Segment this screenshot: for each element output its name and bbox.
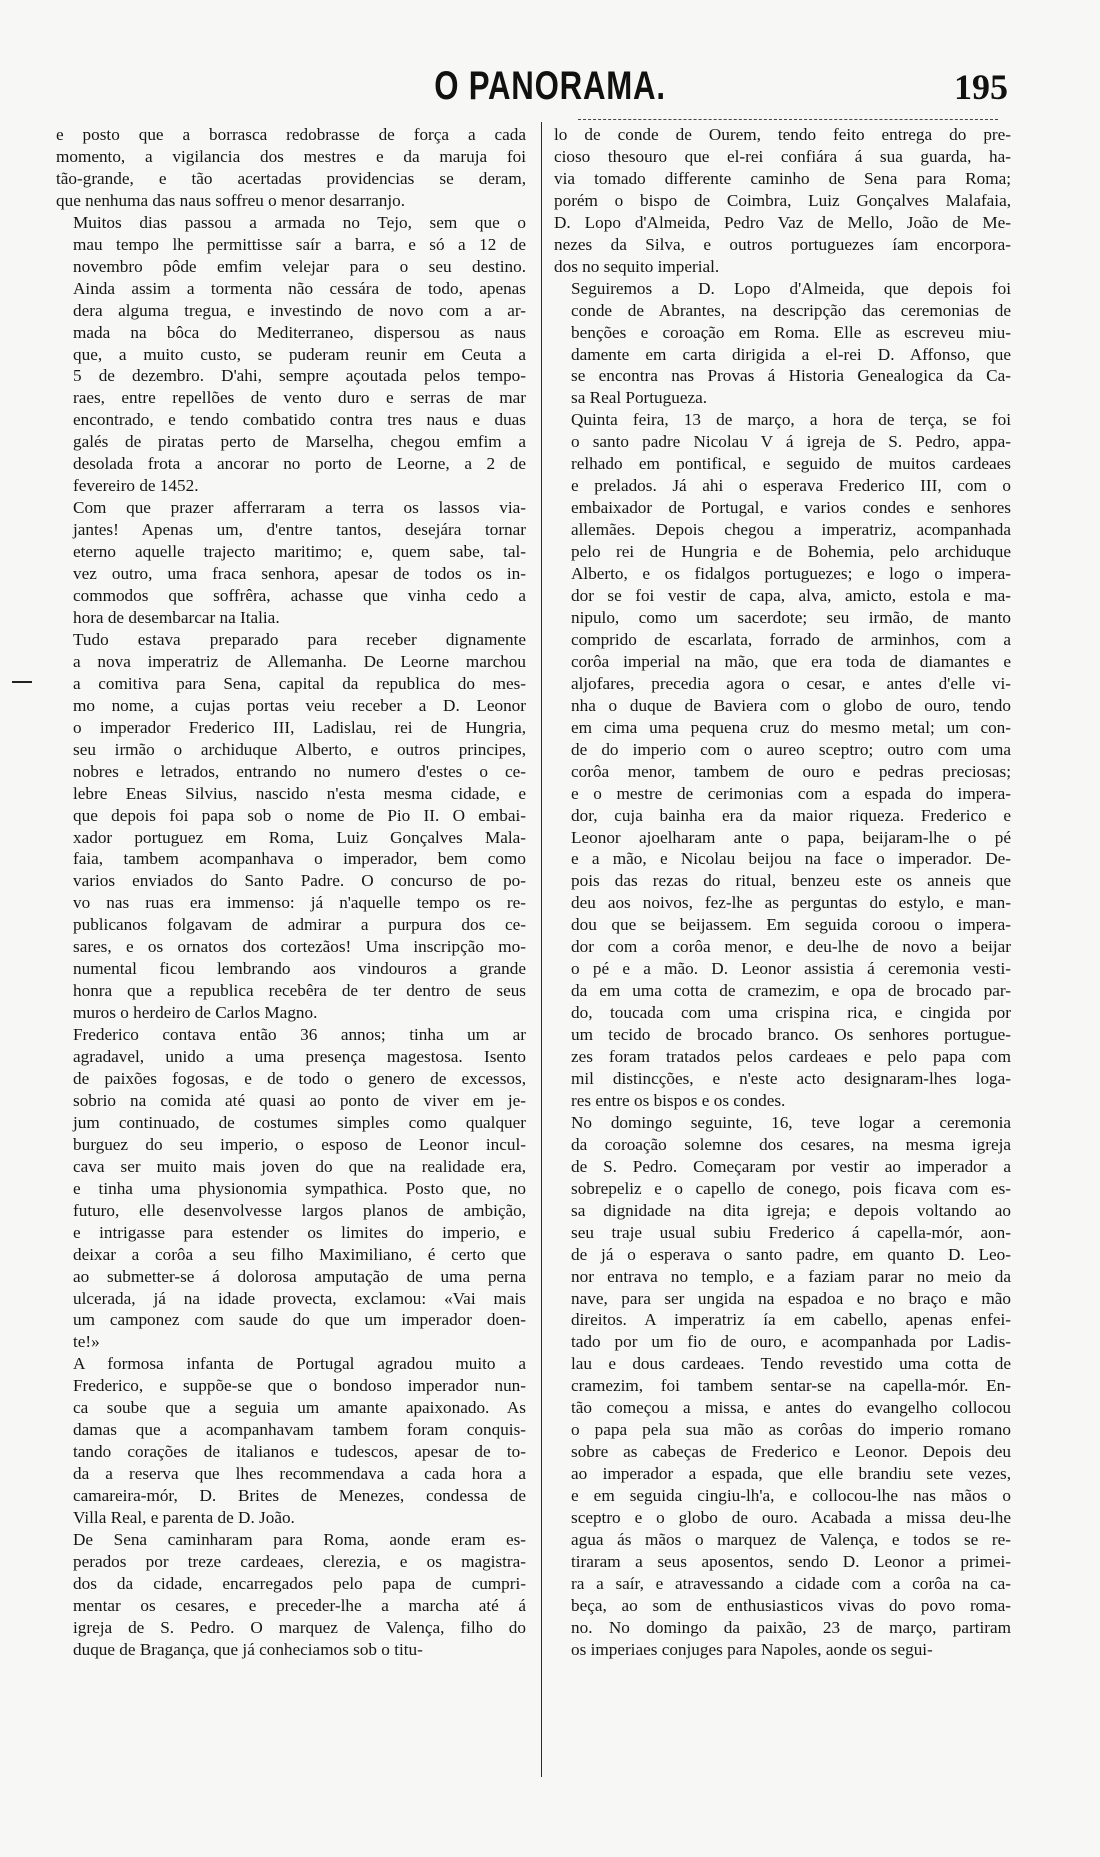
text-line: nave, para ser ungida na espadoa e no braço e mão	[571, 1288, 1011, 1308]
text-line: jum continuado, de costumes simples como qualquer	[73, 1112, 526, 1132]
text-line: commodos que soffrêra, achasse que vinha cedo a	[73, 586, 526, 606]
text-line: da a reserva que lhes recommendava a cada hora a	[73, 1464, 526, 1484]
text-line: de paixões fogosas, e de todo o genero de excessos,	[73, 1068, 526, 1088]
text-line: comprido de escarlata, forrado de arminhos, com a	[571, 629, 1011, 649]
text-line: No domingo seguinte, 16, teve logar a ceremonia	[571, 1112, 1011, 1132]
text-line: e posto que a borrasca redobrasse de força a cada	[56, 125, 526, 144]
column-divider	[541, 122, 542, 1777]
text-line: e tinha uma physionomia sympathica. Posto que, no	[73, 1178, 526, 1198]
text-line: ulcerada, já na idade provecta, exclamou: «Vai mais	[73, 1288, 526, 1308]
text-line: seu irmão o archiduque Alberto, e outros principes,	[73, 739, 526, 759]
text-line: D. Lopo d'Almeida, Pedro Vaz de Mello, João de Me-	[554, 212, 1011, 232]
paragraph	[56, 1024, 526, 1353]
text-line: ca soube que a seguia um amante apaixonado. As	[73, 1398, 526, 1418]
margin-mark	[12, 681, 32, 683]
text-line: numental ficou lembrando aos vindouros a grande	[73, 959, 526, 979]
text-line: ra a saír, e atravessando a cidade com a corôa na ca-	[571, 1573, 1011, 1593]
text-line: vo nas ruas era immenso: já n'aquelle tempo os re-	[73, 893, 526, 913]
text-line: mo nome, a cujas portas veiu receber a D. Leonor	[73, 695, 526, 715]
text-line: nha o duque de Baviera com o globo de ouro, tendo	[571, 695, 1011, 715]
text-line: relhado em pontifical, e seguido de muitos cardeaes	[571, 454, 1011, 474]
text-line: allemães. Depois chegou a imperatriz, acompanhada	[571, 520, 1011, 540]
text-line: que, a muito custo, se puderam reunir em Ceuta a	[73, 344, 526, 364]
text-line: A formosa infanta de Portugal agradou muito a	[73, 1354, 526, 1374]
text-line: zes foram tratados pelos cardeaes e pelo papa com	[571, 1047, 1011, 1067]
text-line: 5 de dezembro. D'ahi, sempre açoutada pelos tempo-	[73, 366, 526, 386]
text-line: varios enviados do Santo Padre. O concurso de po-	[73, 871, 526, 891]
text-line: de já o esperava o santo padre, em quanto D. Leo-	[571, 1244, 1011, 1264]
text-line: camareira-mór, D. Brites de Menezes, condessa de	[73, 1486, 526, 1506]
text-line: Quinta feira, 13 de março, a hora de terça, se foi	[571, 410, 1011, 430]
text-line: da coroação solemne dos cesares, na mesma igreja	[571, 1134, 1011, 1154]
paragraph	[56, 1353, 526, 1529]
text-line: tiraram a seus aposentos, sendo D. Leonor a primei-	[571, 1551, 1011, 1571]
text-line: sares, e os ornatos dos cortezãos! Uma inscripção mo-	[73, 937, 526, 957]
text-line: o santo padre Nicolau V á igreja de S. Pedro, appa-	[571, 432, 1011, 452]
text-line: lau e dous cardeaes. Tendo revestido uma cotta de	[571, 1354, 1011, 1374]
text-line: Leonor ajoelharam ante o papa, beijaram-lhe o pé	[571, 827, 1011, 847]
text-line: no. No domingo da paixão, 23 de março, partiram	[571, 1617, 1011, 1637]
text-line: os imperiaes conjuges para Napoles, aonde os segui-	[571, 1639, 933, 1659]
text-line: agua ás mãos o marquez de Valença, e todos se re-	[571, 1530, 1011, 1549]
text-line: xador portuguez em Roma, Luiz Gonçalves Mala-	[73, 827, 526, 847]
text-line: dos no sequito imperial.	[554, 256, 720, 276]
paragraph	[554, 409, 1011, 1112]
paragraph	[56, 497, 526, 629]
text-line: Com que prazer afferraram a terra os lassos via-	[73, 498, 526, 518]
text-line: Tudo estava preparado para receber dignamente	[73, 629, 526, 649]
text-line: nipulo, como um sacerdote; seu irmão, de manto	[571, 607, 1011, 627]
text-line: Alberto, e os fidalgos portuguezes; e logo o impera-	[571, 564, 1011, 584]
text-line: e a mão, e Nicolau beijou na face o imperador. De-	[571, 849, 1011, 869]
text-line: ao imperador a espada, que elle brandiu sete vezes,	[571, 1464, 1011, 1484]
text-line: burguez do seu imperio, o esposo de Leonor incul-	[73, 1134, 526, 1154]
text-line: igreja de S. Pedro. O marquez de Valença, filho do	[73, 1617, 526, 1637]
text-line: faia, tambem acompanhava o imperador, bem como	[73, 849, 526, 869]
text-line: tado por um fio de ouro, e acompanhada por Ladis-	[571, 1332, 1011, 1352]
text-line: Seguiremos a D. Lopo d'Almeida, que depois foi	[571, 278, 1011, 298]
text-line: que depois foi papa sob o nome de Pio II. O embai-	[73, 805, 526, 825]
text-line: duque de Bragança, que já conheciamos sob o titu-	[73, 1639, 423, 1659]
text-line: aljofares, precedia agora o cesar, e antes d'elle vi-	[571, 673, 1011, 693]
text-line: dor, cuja bainha era da maior riqueza. Frederico e	[571, 805, 1011, 825]
text-line: cramezim, foi tambem sentar-se na capella-mór. En-	[571, 1376, 1011, 1396]
text-line: dera alguma tregua, e investindo de novo com a ar-	[73, 300, 526, 320]
text-line: ao submetter-se á dolorosa amputação de uma perna	[73, 1266, 526, 1286]
paragraph	[554, 124, 1011, 278]
text-line: momento, a vigilancia dos mestres e da maruja foi	[56, 146, 526, 166]
text-line: um tecido de brocado branco. Os senhores portugue-	[571, 1025, 1011, 1045]
text-line: sa dignidade na dita igreja; e depois voltando ao	[571, 1200, 1011, 1220]
text-line: cioso thesouro que el-rei confiára á sua guarda, ha-	[554, 146, 1011, 166]
text-line: futuro, elle desenvolvesse largos planos de ambição,	[73, 1200, 526, 1220]
text-line: encontrado, e tendo combatido contra tres naus e duas	[73, 410, 526, 430]
text-line: mada na bôca do Mediterraneo, dispersou as naus	[73, 322, 526, 342]
text-line: deu aos noivos, fez-lhe as perguntas do estylo, e man-	[571, 893, 1011, 913]
page-number: 195	[954, 67, 1008, 107]
text-line: tão-grande, e tão acertadas providencias se deram,	[56, 168, 526, 188]
text-line: pois das rezas do ritual, benzeu este os anneis que	[571, 871, 1011, 891]
text-line: mau tempo lhe permittisse saír a barra, e só a 12 de	[73, 234, 526, 254]
paragraph	[56, 212, 526, 497]
text-line: de S. Pedro. Começaram por vestir ao imperador a	[571, 1156, 1011, 1176]
text-line: hora de desembarcar na Italia.	[73, 607, 280, 627]
journal-title: O PANORAMA.	[434, 64, 666, 108]
text-line: novembro pôde emfim velejar para o seu destino.	[73, 256, 526, 276]
text-line: damas que a acompanhavam tambem foram conquis-	[73, 1420, 526, 1440]
text-line: benções e coroação em Roma. Elle as escreveu miu-	[571, 322, 1011, 342]
text-line: vez outro, uma fraca senhora, apesar de todos os in-	[73, 564, 526, 584]
text-line: jantes! Apenas um, d'entre tantos, desejára tornar	[73, 520, 526, 540]
text-line: tão começou a missa, e antes do evangelho collocou	[571, 1398, 1011, 1418]
text-line: sobrepeliz e o capello de conego, pois ficava com es-	[571, 1178, 1011, 1198]
text-line: seu traje usual subiu Frederico á capella-mór, aon-	[571, 1222, 1011, 1242]
text-line: do, toucada com uma crispina rica, e cingida por	[571, 1003, 1011, 1023]
text-line: res entre os bispos e os condes.	[571, 1090, 786, 1110]
left-column	[56, 124, 526, 1661]
text-line: tando corações de italianos e tudescos, apesar de to-	[73, 1442, 526, 1462]
text-line: Villa Real, e parenta de D. João.	[73, 1508, 295, 1528]
text-line: agradavel, unido a uma presença magestosa. Isento	[73, 1047, 526, 1067]
text-line: cava ser muito mais joven do que na realidade era,	[73, 1156, 526, 1176]
text-line: conde de Abrantes, na descripção das ceremonias de	[571, 300, 1011, 320]
text-line: que nenhuma das naus soffreu o menor desarranjo.	[56, 190, 406, 210]
text-line: o imperador Frederico III, Ladislau, rei de Hungria,	[73, 717, 526, 737]
paragraph	[56, 124, 526, 212]
text-line: Frederico, e suppõe-se que o bondoso imperador nun-	[73, 1376, 526, 1396]
text-line: e em seguida cingiu-lh'a, e collocou-lhe nas mãos o	[571, 1486, 1011, 1506]
text-line: lebre Eneas Silvius, nascido n'esta mesma cidade, e	[73, 783, 526, 803]
text-line: dor com a corôa menor, e deu-lhe de novo a beijar	[571, 937, 1011, 957]
text-line: via tomado differente caminho de Sena para Roma;	[554, 168, 1011, 188]
text-line: se encontra nas Provas á Historia Genealogica da Ca-	[571, 366, 1011, 386]
text-line: Frederico contava então 36 annos; tinha um ar	[73, 1025, 526, 1045]
text-line: pelo rei de Hungria e de Bohemia, pelo archiduque	[571, 542, 1011, 562]
text-line: lo de conde de Ourem, tendo feito entrega do pre-	[554, 125, 1011, 144]
text-line: honra que a republica recebêra de ter dentro de seus	[73, 981, 526, 1001]
text-line: publicanos folgavam de admirar a purpura dos ce-	[73, 915, 526, 935]
text-line: mil distincções, e n'este acto designaram-lhes loga-	[571, 1068, 1011, 1088]
text-line: sa Real Portugueza.	[571, 388, 708, 408]
text-line: perados por treze cardeaes, clerezia, e os magistra-	[73, 1551, 526, 1571]
text-line: direitos. A imperatriz ía em cabello, apenas enfei-	[571, 1310, 1011, 1330]
text-line: Ainda assim a tormenta não cessára de todo, apenas	[73, 278, 526, 298]
text-line: te!»	[73, 1332, 100, 1352]
text-line: a comitiva para Sena, capital da republica do mes-	[73, 673, 526, 693]
text-line: eterno aquelle trajecto maritimo; e, quem sabe, tal-	[73, 542, 526, 562]
text-line: e intrigasse para estender os limites do imperio, e	[73, 1222, 526, 1242]
text-line: nezes da Silva, e outros portuguezes íam encorpora-	[554, 234, 1011, 254]
text-line: galés de piratas perto de Marselha, chegou emfim a	[73, 432, 526, 452]
text-line: o pé e a mão. D. Leonor assistia á ceremonia vesti-	[571, 959, 1011, 979]
text-line: o papa pela sua mão as corôas do imperio romano	[571, 1420, 1011, 1440]
page-header	[0, 60, 1100, 116]
text-line: dos da cidade, encarregados pelo papa de cumpri-	[73, 1573, 526, 1593]
text-line: nobres e letrados, entrando no numero d'estes o ce-	[73, 761, 526, 781]
text-line: corôa imperial na mão, que era toda de diamantes e	[571, 651, 1011, 671]
text-line: desolada frota a ancorar no porto de Leorne, a 2 de	[73, 454, 526, 474]
text-line: embaixador de Portugal, e varios condes e senhores	[571, 498, 1011, 518]
text-line: deixar a corôa a seu filho Maximiliano, é certo que	[73, 1244, 526, 1264]
text-line: e o mestre de cerimonias com a espada do impera-	[571, 783, 1011, 803]
text-line: muros o herdeiro de Carlos Magno.	[73, 1003, 318, 1023]
text-line: Muitos dias passou a armada no Tejo, sem que o	[73, 212, 526, 232]
text-line: porém o bispo de Coimbra, Luiz Gonçalves Malafaia,	[554, 190, 1011, 210]
text-line: corôa menor, tambem de ouro e pedras preciosas;	[571, 761, 1011, 781]
text-line: a nova imperatriz de Allemanha. De Leorne marchou	[73, 651, 526, 671]
text-line: mentar os cesares, e preceder-lhe a marcha até á	[73, 1595, 526, 1615]
text-line: nor entrava no templo, e a faziam parar no meio da	[571, 1266, 1011, 1286]
paragraph	[56, 629, 526, 1024]
right-column	[554, 124, 1011, 1661]
text-line: De Sena caminharam para Roma, aonde eram es-	[73, 1530, 526, 1549]
text-line: e prelados. Já ahi o esperava Frederico III, com o	[571, 476, 1011, 496]
text-line: dor se foi vestir de capa, alva, amicto, estola e ma-	[571, 586, 1011, 606]
text-line: em cima uma pequena cruz do mesmo metal; um con-	[571, 717, 1011, 737]
paragraph	[554, 1112, 1011, 1661]
text-line: da em uma cotta de cramezim, e opa de brocado par-	[571, 981, 1011, 1001]
text-line: sobrio na comida até quasi ao ponto de viver em je-	[73, 1090, 526, 1110]
text-line: damente em carta dirigida a el-rei D. Affonso, que	[571, 344, 1011, 364]
text-line: um camponez com saude do que um imperador doen-	[73, 1310, 526, 1330]
header-rule	[578, 119, 998, 120]
paragraph	[554, 278, 1011, 410]
text-line: fevereiro de 1452.	[73, 476, 199, 496]
text-line: beça, ao som de enthusiasticos vivas do povo roma-	[571, 1595, 1011, 1615]
text-line: de do imperio com o aureo sceptro; outro com uma	[571, 739, 1011, 759]
text-line: dou que se beijassem. Em seguida coroou o impera-	[571, 915, 1011, 935]
text-line: sobre as cabeças de Frederico e Leonor. Depois deu	[571, 1442, 1011, 1462]
text-line: raes, entre repellões de vento duro e serras de mar	[73, 388, 526, 408]
paragraph	[56, 1529, 526, 1661]
text-line: sceptro e o globo de ouro. Acabada a missa deu-lhe	[571, 1508, 1011, 1528]
